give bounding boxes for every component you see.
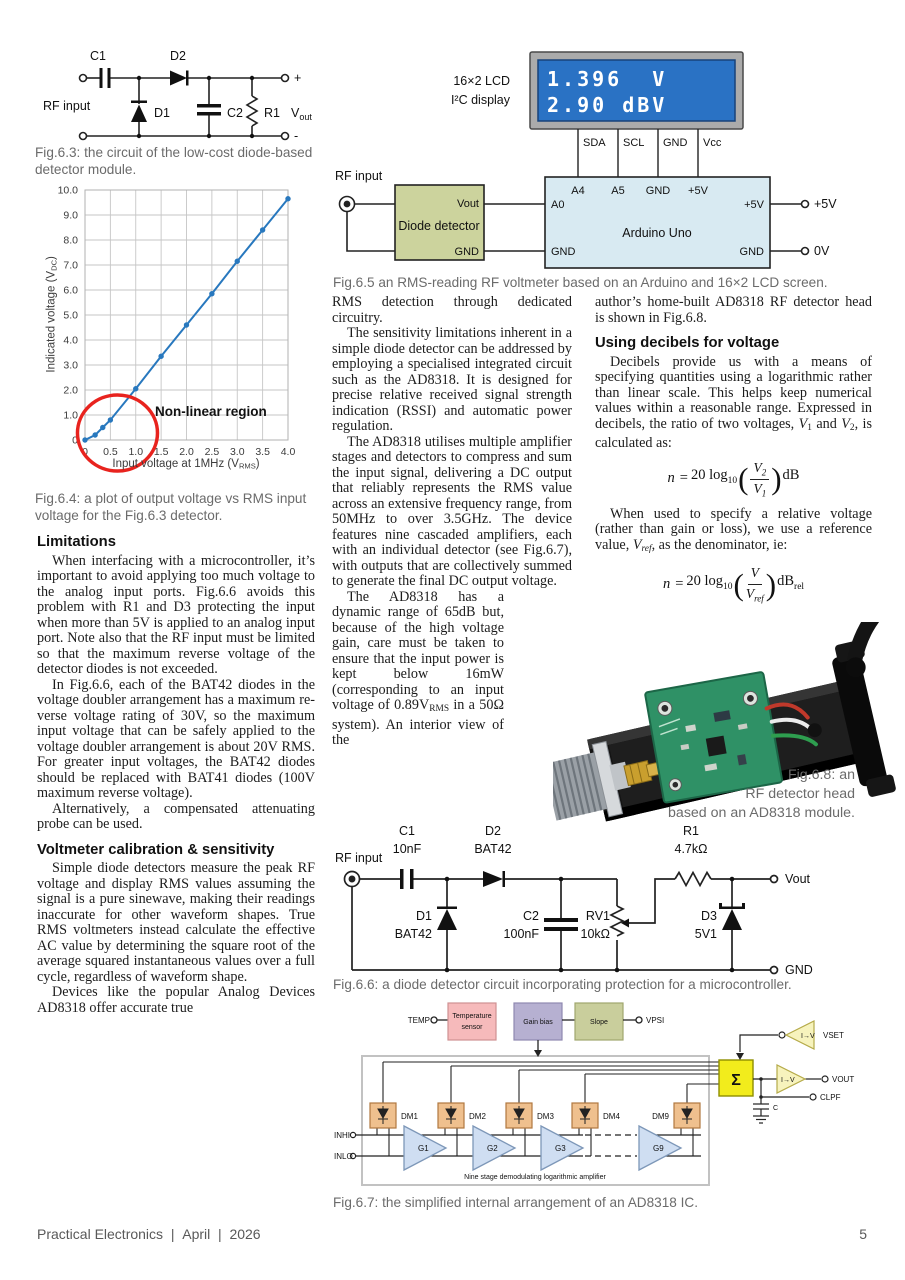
iv-vout-label: I→V xyxy=(781,1077,795,1084)
fig68-caption-line3: based on an AD8318 module. xyxy=(668,805,855,821)
output-terminals xyxy=(770,201,809,255)
dm4-label: DM4 xyxy=(603,1112,620,1121)
fig65-caption: Fig.6.5 an RMS-reading RF voltmeter based on an Arduino and 16×2 LCD screen. xyxy=(333,275,828,290)
fig67-caption: Fig.6.7: the simplified internal arrangement of an AD8318 IC. xyxy=(333,1195,698,1210)
summer-block xyxy=(719,1060,753,1096)
diode-d2-icon xyxy=(483,871,503,887)
fig66-value-c1: 10nF xyxy=(392,842,422,856)
fig66-circuit-diagram xyxy=(333,818,905,986)
svg-text:4.0: 4.0 xyxy=(63,334,78,347)
zener-d3-icon xyxy=(722,907,742,910)
footer-magazine-title: Practical Electronics | April | 2026 xyxy=(37,1226,261,1242)
formula-db-ratio xyxy=(595,460,872,499)
svg-text:Non-linear region: Non-linear region xyxy=(155,404,267,419)
pin-label-sda: SDA xyxy=(583,137,606,149)
fig63-label-d1: D1 xyxy=(154,106,170,120)
dm-boxes xyxy=(370,1103,700,1128)
formula1-equals: = xyxy=(679,470,688,487)
left-paragraph-3: Alternatively, a compensated attenuating probe can be used. xyxy=(37,800,315,832)
svg-text:Slope: Slope xyxy=(590,1019,608,1026)
svg-text:0: 0 xyxy=(72,434,78,447)
capacitor-c2-icon xyxy=(197,104,221,108)
fig66-value-d1: BAT42 xyxy=(394,927,432,941)
vout-terminal-label: VOUT xyxy=(832,1075,855,1084)
fig66-value-r1: 4.7kΩ xyxy=(674,842,708,856)
svg-text:2.0: 2.0 xyxy=(179,446,194,458)
formula-db-relative xyxy=(595,565,872,604)
formula2-equals: = xyxy=(675,575,684,592)
arduino-pin-gnd-right: GND xyxy=(739,246,764,258)
vpsi-terminal-label: VPSI xyxy=(646,1016,665,1025)
inlo-terminal-label: INLO xyxy=(334,1152,353,1161)
iv-vset-label: I→V xyxy=(801,1033,815,1040)
g2-label: G2 xyxy=(487,1144,498,1153)
diode-d1-icon xyxy=(437,907,457,910)
fig66-label-d2: D2 xyxy=(485,824,501,838)
formula1-open-paren: ( xyxy=(738,461,749,497)
inhi-terminal-label: INHI xyxy=(334,1131,350,1140)
arduino-pin-a4: A4 xyxy=(571,185,585,197)
lcd-line1: 1.396 V xyxy=(547,67,668,91)
fig63-caption: Fig.6.3: the circuit of the low-cost diode-based detector module. xyxy=(35,145,313,177)
formula1-unit: dB xyxy=(782,467,800,484)
fig63-label-c1: C1 xyxy=(90,49,106,63)
diode-d1-icon xyxy=(131,101,147,104)
fig66-value-d2: BAT42 xyxy=(474,842,512,856)
gain-bias-block xyxy=(514,1003,562,1057)
fig64-y-axis-label: Indicated voltage (VDC) xyxy=(45,256,59,373)
temp-sensor-block xyxy=(408,1003,496,1040)
vset-terminal-label: VSET xyxy=(823,1031,844,1040)
capacitor-c2-icon xyxy=(544,918,578,922)
formula2-fraction: $\frac{V}{V_{ref}}$ xyxy=(745,565,764,604)
fig66-label-vout: Vout xyxy=(785,872,811,886)
fig65-rf-input-label: RF input xyxy=(335,169,383,183)
pin-label-vcc: Vcc xyxy=(703,137,722,149)
capacitor-c1-icon xyxy=(100,68,103,88)
formula1-close-paren: ) xyxy=(771,461,782,497)
fig63-wires xyxy=(80,75,289,140)
heading-voltmeter-calibration: Voltmeter calibration & sensitivity xyxy=(37,841,275,858)
dm3-label: DM3 xyxy=(537,1112,554,1121)
terminal-5v-label: +5V xyxy=(814,197,837,211)
svg-text:Temperature: Temperature xyxy=(452,1013,492,1020)
cable-icon xyxy=(844,622,894,662)
detector-gnd-label: GND xyxy=(454,246,479,258)
dm2-label: DM2 xyxy=(469,1112,486,1121)
g9-label: G9 xyxy=(653,1144,664,1153)
fig66-label-c1: C1 xyxy=(399,824,415,838)
svg-text:2.5: 2.5 xyxy=(204,446,220,458)
formula1-coefficient: 20 $\log_{10}$ xyxy=(690,467,738,487)
fig63-label-rf-input: RF input xyxy=(43,99,91,113)
arduino-pin-a0: A0 xyxy=(551,199,565,211)
fig66-label-r1: R1 xyxy=(683,824,699,838)
svg-text:Gain bias: Gain bias xyxy=(523,1019,553,1026)
diode-d2-icon xyxy=(170,71,187,86)
fig63-label-plus: + xyxy=(294,71,302,85)
svg-text:3.0: 3.0 xyxy=(229,446,245,458)
formula1-fraction: $\frac{V_2}{V_1}$ xyxy=(750,460,769,499)
formula2-coefficient: 20 $\log_{10}$ xyxy=(686,572,733,592)
fig64-caption: Fig.6.4: a plot of output voltage vs RMS input voltage for the Fig.6.3 detector. xyxy=(35,491,307,523)
fig63-label-vout: $V_{out}$ xyxy=(291,106,312,122)
svg-text:4.0: 4.0 xyxy=(280,446,296,458)
detector-name: Diode detector xyxy=(398,219,480,233)
fig66-label-gnd: GND xyxy=(785,963,813,977)
fig66-label-rf-input: RF input xyxy=(335,851,383,865)
svg-text:3.5: 3.5 xyxy=(255,446,270,458)
left-column xyxy=(37,535,315,1215)
middle-paragraph-3: The AD8318 utilises multiple amplifier stages and detectors to compress and sum the input signal, delivering a DC output that reliably represents the RMS value across an extensive frequency range, from 50MHz to over 3.5GHz. The device features nine cascaded amplifiers, each with an individual detector (see Fig.6.7), with outputs that are collectively summed to generate the final DC output voltage. xyxy=(332,433,572,589)
svg-text:1.5: 1.5 xyxy=(153,446,169,458)
svg-text:3.0: 3.0 xyxy=(63,359,78,372)
fig68-caption-line2: RF detector head xyxy=(745,786,855,802)
right-column xyxy=(595,295,872,612)
sigma-symbol: Σ xyxy=(731,1072,741,1089)
formula2-unit: $dB_{rel}$ xyxy=(777,572,805,592)
svg-text:5.0: 5.0 xyxy=(63,309,78,322)
fig66-label-d3: D3 xyxy=(701,909,717,923)
temp-terminal-label: TEMP xyxy=(407,1016,430,1025)
g3-label: G3 xyxy=(555,1144,566,1153)
fig66-caption: Fig.6.6: a diode detector circuit incorporating protection for a microcontroller. xyxy=(333,977,792,992)
lcd-line2: 2.90 dBV xyxy=(547,93,668,117)
svg-text:8.0: 8.0 xyxy=(63,234,78,247)
svg-text:1.0: 1.0 xyxy=(128,446,144,458)
arduino-name: Arduino Uno xyxy=(622,226,692,240)
detector-vout-label: Vout xyxy=(456,198,479,210)
svg-text:2.0: 2.0 xyxy=(63,384,78,397)
svg-text:1.0: 1.0 xyxy=(63,409,78,422)
fig63-circuit-diagram xyxy=(35,30,325,150)
fig68-caption xyxy=(600,766,855,823)
fig66-label-rv1: RV1 xyxy=(585,909,610,923)
page-number: 5 xyxy=(859,1226,867,1242)
middle-paragraph-1: RMS detection through dedicated circuitry. xyxy=(332,294,572,326)
formula2-lhs: n xyxy=(662,575,671,592)
right-paragraph-1: author’s home-built AD8318 RF detector head is shown in Fig.6.8. xyxy=(595,294,872,326)
svg-text:0: 0 xyxy=(82,446,88,458)
pin-label-gnd: GND xyxy=(663,137,688,149)
heading-limitations: Limitations xyxy=(37,535,116,550)
fig66-value-rv1: 10kΩ xyxy=(580,927,610,941)
ic-chip-icon xyxy=(706,736,727,757)
right-paragraph-3: When used to specify a relative voltage (rather than gain or loss), we use a reference value, Vref, as the denominator, ie: xyxy=(595,505,872,554)
formula2-close-paren: ) xyxy=(765,566,777,602)
arduino-pin-a5: A5 xyxy=(611,185,625,197)
svg-text:6.0: 6.0 xyxy=(63,284,78,297)
left-paragraph-2: In Fig.6.6, each of the BAT42 diodes in the voltage doubler arrangement has a maximum reverse voltage rating of 30V, so the maximum input voltage that can be safely applied to the voltage doubler arrangement is about 20V RMS. For greater input voltages, the BAT42 diodes should be replaced with BAT41 diodes (100V maximum reverse voltage). xyxy=(37,676,315,801)
fig63-label-c2: C2 xyxy=(227,106,243,120)
arduino-pin-gnd-top: GND xyxy=(645,185,671,197)
capacitor-c1-icon xyxy=(400,869,404,889)
arrow-into-summer-icon xyxy=(736,1053,744,1060)
fig65-diagram xyxy=(333,46,893,276)
fig63-label-minus: - xyxy=(294,129,299,143)
clpf-terminal-label: CLPF xyxy=(820,1093,841,1102)
fig63-label-r1: R1 xyxy=(264,106,280,120)
middle-paragraph-4: The AD8318 has a dynamic range of 65dB but, because of the high voltage gain, care must be taken to ensure that the input power is kept below 16mW (corresponding to an input voltage of 0.89VRMS in a 50Ω system). An interior view of the xyxy=(332,590,572,749)
arduino-pin-5v-top: +5V xyxy=(688,185,708,197)
terminal-0v-label: 0V xyxy=(814,244,830,258)
fig66-components xyxy=(400,869,745,972)
fig66-label-c2: C2 xyxy=(523,909,539,923)
dm9-label: DM9 xyxy=(652,1112,669,1121)
heading-using-decibels: Using decibels for voltage xyxy=(595,335,780,351)
arduino-pin-5v-right: +5V xyxy=(744,199,764,211)
right-paragraph-2: Decibels provide us with a means of specifying quantities using a logarithmic rather than linear scale. This helps keep numerical values within a reasonable range. Expressed in decibels, the ratio of two voltages, V1 and V2, is calculated as: xyxy=(595,353,872,452)
fig64-chart xyxy=(35,178,325,528)
fig66-value-d3: 5V1 xyxy=(694,927,717,941)
svg-text:sensor: sensor xyxy=(461,1024,483,1031)
pin-label-scl: SCL xyxy=(623,137,645,149)
fig66-label-d1: D1 xyxy=(416,909,432,923)
fig67-diagram xyxy=(333,998,905,1192)
lcd-label-line2: I²C display xyxy=(450,93,510,107)
bnc-connector-icon xyxy=(349,876,354,881)
left-paragraph-1: When interfacing with a microcontroller, it’s important to avoid applying too much voltage to the analog input ports. Fig.6.6 avoids this problem with R1 and D3 protecting the input when more than 5V is applied to an analog input port. Note also that the RF input must be limited so that the maximum reverse voltage of the detector diodes is not exceeded. xyxy=(37,552,315,677)
svg-text:7.0: 7.0 xyxy=(63,259,78,272)
middle-column xyxy=(332,295,572,749)
fig66-value-c2: 100nF xyxy=(503,927,539,941)
middle-paragraph-2: The sensitivity limitations inherent in a simple diode detector can be addressed by employing a specialised integrated circuit such as the AD8318. It is designed for precise relative received signal strength indication (RSSI) and automatic power regulation. xyxy=(332,325,572,434)
left-paragraph-5: Devices like the popular Analog Devices AD8318 offer accurate true xyxy=(37,984,315,1016)
g1-label: G1 xyxy=(418,1144,429,1153)
fig68-caption-line1: Fig.6.8: an xyxy=(787,767,855,783)
formula1-lhs: n xyxy=(667,470,675,487)
slope-block xyxy=(562,1003,664,1040)
svg-text:10.0: 10.0 xyxy=(57,184,78,197)
arduino-pin-gnd-left: GND xyxy=(551,246,576,258)
nine-stage-label: Nine stage demodulating logarithmic amplifier xyxy=(464,1174,606,1181)
formula2-open-paren: ( xyxy=(733,566,744,602)
dm1-label: DM1 xyxy=(401,1112,418,1121)
fig64-x-axis-label: Input voltage at 1MHz (VRMS) xyxy=(112,458,260,471)
lcd-label-line1: 16×2 LCD xyxy=(453,74,510,88)
fig63-label-d2: D2 xyxy=(170,49,186,63)
left-paragraph-4: Simple diode detectors measure the peak RF voltage and display RMS values assuming the signal is a pure sinewave, making their readings inaccurate for other waveform shapes. True RMS voltmeters instead calculate the effective AC value by determining the square root of the average squared instantaneous values over a full cycle, regardless of waveform shape. xyxy=(37,860,315,985)
cap-label: C xyxy=(773,1105,779,1112)
svg-text:0.5: 0.5 xyxy=(103,446,118,458)
svg-text:9.0: 9.0 xyxy=(63,209,78,222)
